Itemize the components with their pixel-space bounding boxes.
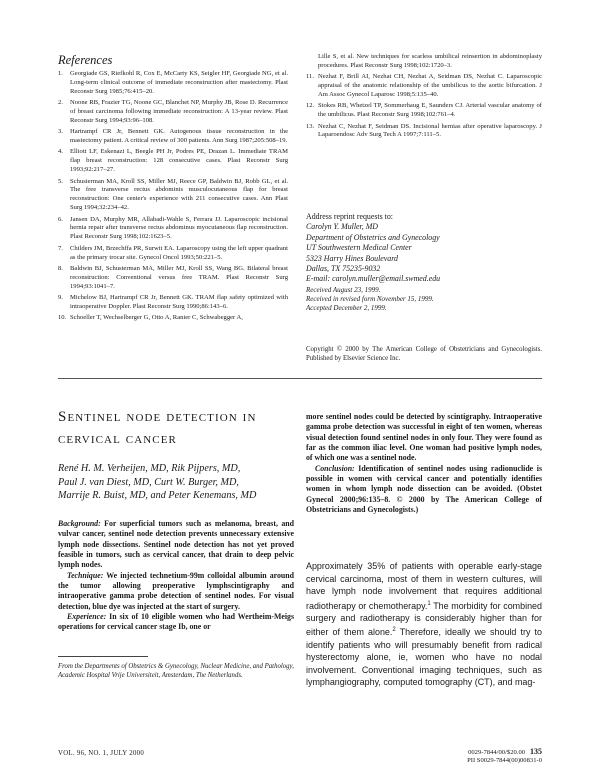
email-link[interactable]: carolyn.muller@email.swmed.edu: [332, 274, 441, 284]
reference-item: 10. Schoeller T, Wechselberger G, Otto A, Ranier C, Schwabegger A,: [58, 314, 243, 322]
author-line: René H. M. Verheijen, MD, Rik Pijpers, MD,: [58, 463, 241, 474]
page-number: 135: [530, 747, 542, 756]
reference-item: 12. Stokes RB, Whetzel TP, Sommerhaug E, Saunders CJ. Arterial vascular anatomy of the umbilicus. Plast Reconstr Surg 1998;102:761–4.: [306, 102, 542, 119]
footnote-divider: [58, 656, 148, 657]
references-list-right: [306, 53, 542, 143]
reference-item-continued: Lille S, et al. New techniques for scarless umbilical reinsertion in abdominoplasty procedures. Plast Reconstr Surg 1998;102:1720–3.: [318, 53, 542, 69]
citation-superscript[interactable]: 1: [427, 600, 431, 607]
journal-volume: VOL. 96, NO. 1, JULY 2000: [58, 750, 145, 757]
reference-item: 13. Nezhat C, Nezhat F, Seidman DS. Incisional hernias after operative laparoscopy. J Laparoendosc Adv Surg Tech A 1997;7:111–5.: [306, 122, 542, 139]
abstract-left: [58, 519, 294, 633]
reference-item: 9. Michelow BJ, Hartrampf CR Jr, Bennett GK. TRAM flap safety optimized with intraoperative Doppler. Plast Reconstr Surg 1990;86:143–6.: [58, 293, 288, 310]
author-line: Marrije R. Buist, MD, and Peter Kenemans, MD: [58, 490, 257, 502]
abstract-background: Background: For superficial tumors such as melanoma, breast, and vulvar cancer, sentinel node detection prevents unnecessary extensive lymph node dissections. Sentinel node detection has not yet proved feasible in tumors, such as cervical cancer, that drain to deep pelvic lymph nodes.: [58, 519, 294, 570]
address-line: Department of Obstetrics and Gynecology: [306, 232, 440, 242]
reprint-address: [306, 212, 542, 285]
citation-superscript[interactable]: 2: [392, 627, 396, 634]
pii: PII S0029-7844(00)00831-0: [467, 757, 542, 765]
body-paragraph: Approximately 35% of patients with operable early-stage cervical carcinoma, most of them in western cultures, will have lymph node involvement that requires additional radiotherapy or chemotherapy.$^1$ The morbidity for combined surgery and radiotherapy is considerably higher than for either of them alone.$^2$ Therefore, ideally we should try to identify patients who will presumably benefit from radical hysterectomy alone, ie, women who have no nodal involvement. Conventional imaging techniques, such as lymphangiography, computed tomography (CT), and mag-: [306, 561, 542, 688]
address-line: UT Southwestern Medical Center: [306, 243, 412, 253]
reference-item: 7. Childers JM, Brzechffa PR, Surwit EA. Laparoscopy using the left upper quadrant as the primary trocar site. Gynecol Oncol 1993;50:221–5.: [58, 244, 288, 261]
references-list-left: [58, 70, 288, 325]
address-line: Carolyn Y. Muller, MD: [306, 222, 378, 232]
author-line: Paul J. van Diest, MD, Curt W. Burger, MD,: [58, 476, 239, 488]
reference-item: 4. Elliott LF, Eskenazi L, Beegle PH Jr, Podres PE, Drazan L. Immediate TRAM flap breast reconstruction: 128 consecutive cases. Plast Reconstr Surg 1993;92:217–27.: [58, 148, 288, 174]
reference-item: 5. Schusterman MA, Kroll SS, Miller MJ, Reece GP, Baldwin BJ, Robb GL, et al. The free transverse rectus abdominis musculocutaneous flap for breast reconstruction: One center's experience with 211 consecutive cases. Ann Plast Surg 1994;32:234–42.: [58, 177, 288, 212]
affiliation-footnote: From the Departments of Obstetrics & Gynecology, Nuclear Medicine, and Pathology, Academic Hospital Vrije Universiteit, Amsterdam, The Netherlands.: [58, 663, 294, 679]
address-email: E-mail: carolyn.muller@email.swmed.edu: [306, 274, 441, 284]
abstract-conclusion: Conclusion: Identification of sentinel nodes using radionuclide is possible in women with cervical cancer and potentially identifies women in whom lymph node dissection can be avoided. (Obstet Gynecol 2000;96:135–8. © 2000 by The American College of Obstetricians and Gynecologists.): [306, 463, 542, 515]
issn: 0029-7844/00/$20.00: [468, 749, 526, 756]
copyright-notice: Copyright © 2000 by The American College of Obstetricians and Gynecologists. Published by Elsevier Science Inc.: [306, 346, 542, 362]
references-heading: References: [58, 53, 113, 67]
reference-item: 6. Jansen DA, Murphy MR, Allabadi-Wahle S, Ferrara JJ. Laparoscopic incisional hernia repair after transverse rectus abdominus myocutaneous flap reconstruction. Plast Reconstr Surg 1998;102:1623–5.: [58, 215, 288, 241]
reference-item: 2. Noone RB, Frazier TG, Noone GC, Blanchet NP, Murphy JB, Rose D. Recurrence of breast carcinoma following immediate reconstruction: A 13-year review. Plast Reconstr Surg 1994;93:96–108.: [58, 99, 288, 124]
received-line: Received in revised form November 15, 1999.: [306, 295, 434, 304]
article-authors: [58, 462, 298, 503]
address-line: Dallas, TX 75235-9032: [306, 264, 381, 274]
reference-item: 3. Hartrampf CR Jr, Bennett GK. Autogenous tissue reconstruction in the mastectomy patient. A critical review of 300 patients. Ann Surg 1987;205:508–19.: [58, 128, 288, 145]
abstract-technique: Technique: We injected technetium-99m colloidal albumin around the tumor allowing preoperative lymphscintigraphy and intraoperative gamma probe detection of sentinel nodes. For visual detection, blue dye was injected at the start of surgery.: [58, 570, 294, 611]
article-title: Sentinel node detection in cervical cancer: [58, 409, 257, 447]
abstract-experience: Experience: In six of 10 eligible women who had Wertheim-Meigs operations for cervical cancer stage Ib, one or: [58, 612, 294, 632]
reference-item: 8. Baldwin BJ, Schusterman MA, Miller MJ, Kroll SS, Wang BG. Bilateral breast reconstruction: Conventional versus free TRAM. Plast Reconstr Surg 1994;93:1041–7.: [58, 264, 288, 290]
section-divider: [58, 378, 542, 379]
received-line: Received August 23, 1999.: [306, 286, 381, 294]
abstract-right: [306, 412, 542, 515]
address-line: 5323 Harry Hines Boulevard: [306, 253, 398, 263]
abstract-experience-continued: more sentinel nodes could be detected by scintigraphy. Intraoperative gamma probe detection was successful in eight of ten women, whereas visual detection found sentinel nodes in only four. They were found as far as the common iliac level. One woman had positive lymph nodes, of which one was a sentinel node.: [306, 412, 542, 463]
reference-item: 11. Nezhat F, Brill AI, Nezhat CH, Nezhat A, Seidman DS, Nezhat C. Laparoscopic appraisal of the anatomic relationship of the umbilicus to the aortic bifurcation. J Am Assoc Gynecol Laparosc 1998;5:135–40.: [306, 73, 542, 99]
received-line: Accepted December 2, 1999.: [306, 304, 387, 313]
reference-item: 1. Georgiade GS, Riefkohl R, Cox E, McCarty KS, Seigler HF, Georgiade NG, et al. Long-term clinical outcome of immediate reconstruction after mastectomy. Plast Reconstr Surg 1985;76:415–20.: [58, 70, 288, 95]
footer-identifiers: [306, 748, 542, 766]
received-dates: [306, 286, 542, 314]
address-label: Address reprint requests to:: [306, 212, 393, 221]
